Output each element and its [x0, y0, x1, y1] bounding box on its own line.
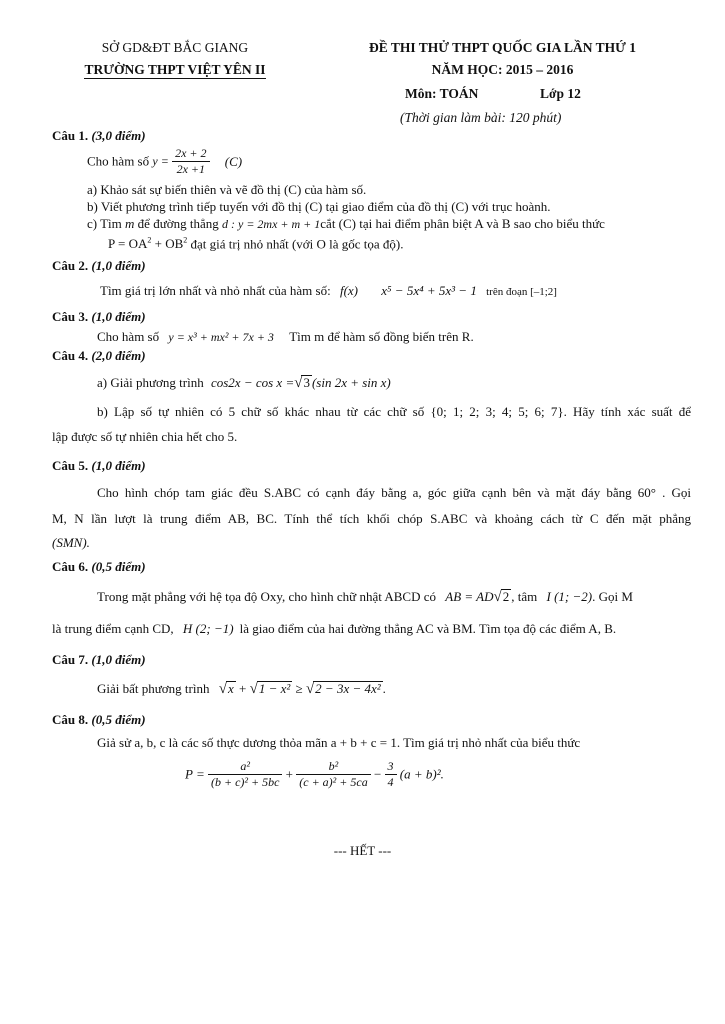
question-8-expression: P = $\frac{\text{a²}}{\text{(b + c)² + 5bc}}$ + $\frac{\text{b²}}{\text{(c + a)² + 5ca}}$ − $\frac{3}{4}$ (a + b)². — [185, 759, 444, 789]
question-4-part-b-line1: b) Lập số tự nhiên có 5 chữ số khác nhau từ các chữ số {0; 1; 2; 3; 4; 5; 6; 7}. Hãy tính xác suất để — [97, 404, 691, 419]
fraction-1: $\frac{\text{a²}}{\text{(b + c)² + 5bc}}$ — [208, 759, 282, 790]
question-1-intro: Cho hàm số — [87, 153, 150, 169]
exam-duration: (Thời gian làm bài: 120 phút) — [400, 110, 562, 125]
curve-label: (C) — [224, 153, 243, 169]
question-1-part-a: a) Khảo sát sự biến thiên và vẽ đồ thị (C) của hàm số. — [87, 182, 367, 197]
school-name — [60, 62, 290, 78]
question-1-label: Câu 1. — [52, 128, 92, 143]
question-1-part-c-line2: $P = OA^2 + OB^2$ đạt giá trị nhỏ nhất (với O là gốc tọa độ). — [108, 236, 404, 252]
question-3-title: Câu 3. (1,0 điểm) — [52, 309, 146, 324]
question-4-part-a: a) Giải phương trình cos2x − cos x =√3 (sin 2x + sin x) — [97, 375, 391, 391]
question-6-title: Câu 6. (0,5 điểm) — [52, 559, 146, 574]
question-6-line2: là trung điểm cạnh CD, H (2; −1) là giao điểm của hai đường thẳng AC và BM. Tìm tọa độ các điểm A, B. — [52, 621, 617, 636]
subject: Môn: TOÁN — [405, 86, 479, 101]
question-2-text: Tìm giá trị lớn nhất và nhỏ nhất của hàm số: f(x) x⁵ − 5x⁴ + 5x³ − 1 trên đoạn [–1;2] — [100, 283, 557, 298]
question-4-part-b-line2: lập được số tự nhiên chia hết cho 5. — [52, 429, 238, 444]
question-1-part-c: c) Tìm m để đường thẳng d : y = 2mx + m + 1cắt (C) tại hai điểm phân biệt A và B sao cho biểu thức — [87, 216, 605, 231]
fraction-2: $\frac{\text{b²}}{\text{(c + a)² + 5ca}}$ — [296, 759, 370, 790]
question-5-line3: (SMN). — [52, 535, 90, 550]
fraction-3: $\frac{3}{4}$ — [385, 759, 397, 790]
exam-title: ĐỀ THI THỬ THPT QUỐC GIA LẦN THỨ 1 — [368, 40, 637, 55]
question-1-fraction: $\frac{2x + 2}{2x +1}$ — [172, 146, 209, 177]
question-8-text: Giả sử a, b, c là các số thực dương thỏa mãn a + b + c = 1. Tìm giá trị nhỏ nhất của biểu thức — [97, 735, 581, 750]
question-2-title: Câu 2. (1,0 điểm) — [52, 258, 146, 273]
question-1-part-b: b) Viết phương trình tiếp tuyến với đồ thị (C) tại giao điểm của đồ thị (C) với trục hoành. — [87, 199, 551, 214]
school-name-text: TRƯỜNG THPT VIỆT YÊN II — [84, 62, 266, 77]
question-1-function: Cho hàm số y = $\frac{2x + 2}{2x +1}$ (C) — [87, 146, 243, 176]
question-4-title: Câu 4. (2,0 điểm) — [52, 348, 146, 363]
department-name: SỞ GD&ĐT BẮC GIANG — [101, 40, 249, 55]
question-5-line2: M, N lần lượt là trung điểm AB, BC. Tính thể tích khối chóp S.ABC và khoảng cách từ C đến mặt phẳng — [52, 511, 691, 526]
question-5-title: Câu 5. (1,0 điểm) — [52, 458, 146, 473]
question-8-title: Câu 8. (0,5 điểm) — [52, 712, 146, 727]
question-1-points: (3,0 điểm) — [91, 128, 146, 143]
question-1-title — [52, 128, 146, 144]
question-6-line1: Trong mặt phẳng với hệ tọa độ Oxy, cho hình chữ nhật ABCD có AB = AD√2 , tâm I (1; −2). Gọi M — [97, 589, 633, 605]
grade: Lớp 12 — [540, 86, 581, 101]
end-marker: --- HẾT --- — [333, 843, 392, 858]
question-7-title: Câu 7. (1,0 điểm) — [52, 652, 146, 667]
question-3-text: Cho hàm số y = x³ + mx² + 7x + 3 Tìm m để hàm số đồng biến trên R. — [97, 329, 474, 344]
question-7-text: Giải bất phương trình √x + √1 − x² ≥ √2 − 3x − 4x² . — [97, 681, 386, 697]
question-5-line1: Cho hình chóp tam giác đều S.ABC có cạnh đáy bằng a, góc giữa cạnh bên và mặt đáy bằng 60° . Gọi — [97, 485, 691, 500]
school-year: NĂM HỌC: 2015 – 2016 — [431, 62, 574, 77]
